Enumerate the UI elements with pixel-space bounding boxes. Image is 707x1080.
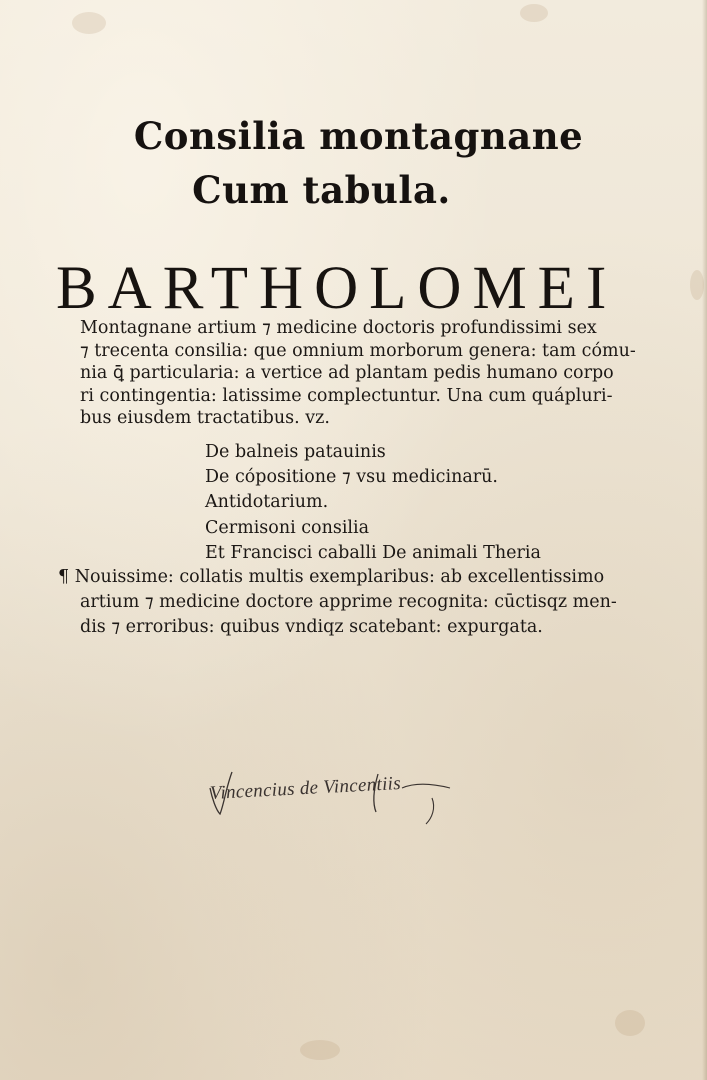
contents-list — [205, 440, 541, 566]
title-line-2: Cum tabula. — [192, 168, 451, 212]
author-name: BARTHOLOMEI — [56, 255, 618, 322]
handwritten-signature: Vincencius de Vincentiis — [209, 773, 402, 804]
closing-paragraph — [58, 565, 678, 640]
closing-line: artium ⁊ medicine doctore apprime recognita: cūctisqz men- — [80, 592, 617, 612]
paper-stain — [72, 12, 106, 34]
closing-line: ¶ Nouissime: collatis multis exemplaribus: ab excellentissimo — [58, 567, 605, 587]
description-line: ri contingentia: latissime complectuntur. Una cum quápluri- — [80, 385, 613, 406]
contents-item: Antidotarium. — [205, 492, 329, 513]
paper-stain — [520, 4, 548, 22]
contents-item: Et Francisci caballi De animali Theria — [205, 542, 541, 563]
contents-item: Cermisoni consilia — [205, 517, 370, 538]
description-line: Montagnane artium ⁊ medicine doctoris profundissimi sex — [80, 318, 597, 338]
page-edge — [702, 0, 707, 1080]
description-line: nia ꝗ̄ particularia: a vertice ad plantam pedis humano corpo — [80, 363, 614, 383]
closing-line: dis ⁊ erroribus: quibus vndiqz scatebant: expurgata. — [80, 617, 543, 637]
description-line: bus eiusdem tractatibus. vz. — [80, 408, 330, 428]
description-line: ⁊ trecenta consilia: que omnium morborum genera: tam cómu- — [80, 340, 636, 361]
description-paragraph — [80, 317, 680, 430]
contents-item: De balneis patauinis — [205, 442, 386, 462]
title-line-1: Consilia montagnane — [133, 114, 584, 158]
paper-stain — [615, 1010, 645, 1036]
paper-stain — [300, 1040, 340, 1060]
contents-item: De cópositione ⁊ vsu medicinarū. — [205, 467, 498, 488]
